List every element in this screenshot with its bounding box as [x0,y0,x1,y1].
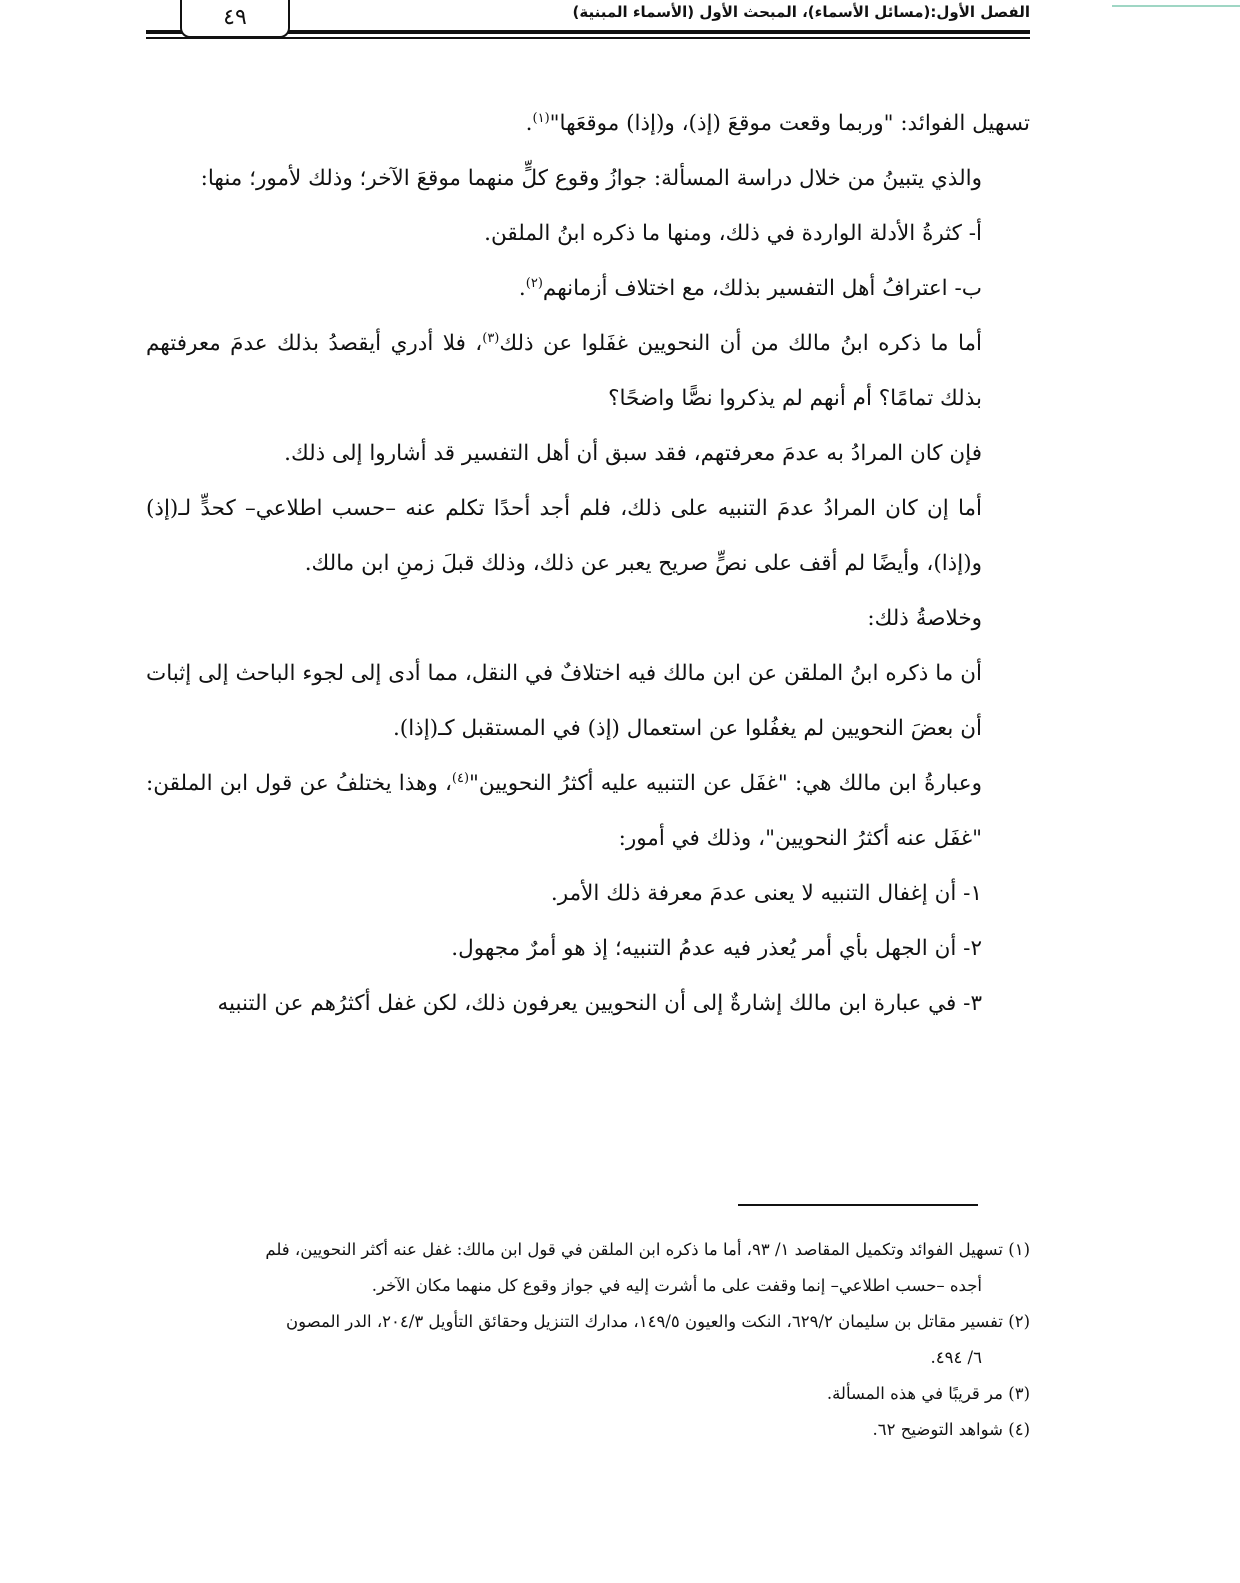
footnote-ref: (٣) [482,330,500,346]
page-number [180,0,290,38]
footnote-separator [738,1204,978,1206]
footnote: (٣) مر قريبًا في هذه المسألة. [826,1384,1030,1403]
main-text [146,96,1030,1031]
list-item: ١- أن إغفال التنبيه لا يعنى عدمَ معرفة ذلك الأمر. [550,881,982,906]
footnote: (٢) تفسير مقاتل بن سليمان ٦٢٩/٢، النكت والعيون ١٤٩/٥، مدارك التنزيل وحقائق التأويل ٢٠٤/٣، الدر المصون [286,1312,1030,1331]
list-item: ٢- أن الجهل بأي أمر يُعذر فيه عدمُ التنبيه؛ إذ هو أمرٌ مجهول. [451,936,982,961]
paragraph [146,316,1030,426]
running-title-section: :(مسائل الأسماء)، المبحث الأول (الأسماء المبنية) [572,3,937,21]
footnotes [146,1232,1030,1448]
paragraph-text: . [525,111,533,136]
paragraph: أما إن كان المرادُ عدمَ التنبيه على ذلك، فلم أجد أحدًا تكلم عنه –حسب اطلاعي– كحدٍّ لـ(إذ) و(إذا)، وأيضًا لم أقف على نصٍّ صريح يعبر عن ذلك، وذلك قبلَ زمنِ ابن مالك. [146,496,982,576]
paragraph [146,756,1030,866]
paragraph-text: تسهيل الفوائد: "وربما وقعت موقعَ (إذ)، و(إذا) موقعَها" [549,111,1030,136]
list-item: ٣- في عبارة ابن مالك إشارةٌ إلى أن النحويين يعرفون ذلك، لكن غفل أكثرُهم عن التنبيه [217,991,982,1016]
footnote-ref: (٤) [451,770,470,786]
footnote-ref: (١) [532,110,550,126]
footnote: (٤) شواهد التوضيح ٦٢. [872,1420,1030,1439]
running-title [573,3,1031,21]
paragraph-text: وعبارةُ ابن مالك هي: "غفَل عن التنبيه عليه أكثرُ النحويين" [469,771,983,796]
list-item [146,261,1030,316]
paragraph-text: ، فلا أدري أيقصدُ بذلك عدمَ معرفتهم بذلك تمامًا؟ أم أنهم لم يذكروا نصًّا واضحًا؟ [146,331,982,411]
paragraph [146,96,1030,151]
paragraph: والذي يتبينُ من خلال دراسة المسألة: جوازُ وقوع كلٍّ منهما موقعَ الآخر؛ وذلك لأمور؛ منها: [200,166,982,191]
footnote-continuation: ٦/ ٤٩٤. [930,1348,982,1367]
paragraph: فإن كان المرادُ به عدمَ معرفتهم، فقد سبق أن أهل التفسير قد أشاروا إلى ذلك. [284,441,982,466]
paragraph: أن ما ذكره ابنُ الملقن عن ابن مالك فيه اختلافٌ في النقل، مما أدى إلى لجوء الباحث إلى إثبات أن بعضَ النحويين لم يغفُلوا عن استعمال (إذ) في المستقبل كـ(إذا). [146,661,982,741]
running-title-chapter: الفصل الأول [936,3,1030,21]
page-header [146,0,1030,44]
corner-mark [1112,0,1240,7]
page-number-text: ٤٩ [223,5,247,30]
subheading: وخلاصةُ ذلك: [867,606,982,631]
list-item-text: . [518,276,526,301]
paragraph-text: ، وهذا يختلفُ عن قول ابن الملقن: "غفَل عنه أكثرُ النحويين"، وذلك في أمور: [146,771,982,851]
list-item-text: ب- اعترافُ أهل التفسير بذلك، مع اختلاف أزمانهم [542,276,982,301]
list-item: أ- كثرةُ الأدلة الواردة في ذلك، ومنها ما ذكره ابنُ الملقن. [484,221,982,246]
paragraph-text: أما ما ذكره ابنُ مالك من أن النحويين غفَلوا عن ذلك [499,331,982,356]
footnote-ref: (٢) [525,275,543,291]
footnote-continuation: أجده –حسب اطلاعي– إنما وقفت على ما أشرت إليه في جواز وقوع كل منهما مكان الآخر. [371,1276,982,1295]
footnote: (١) تسهيل الفوائد وتكميل المقاصد ١/ ٩٣، أما ما ذكره ابن الملقن في قول ابن مالك: غفل عنه أكثر النحويين، فلم [265,1240,1030,1259]
